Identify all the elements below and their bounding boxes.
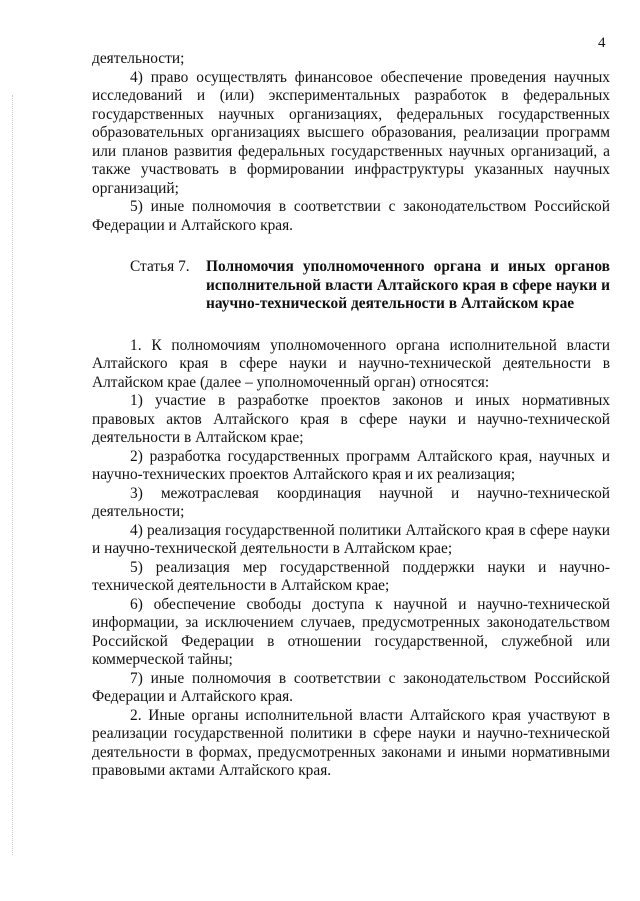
paragraph-1: 1) участие в разработке проектов законов и иных нормативных правовых актов Алтайского края в сфере науки и научно-технической деятельности в Алтайском крае; <box>92 392 610 446</box>
paragraph-top-1: 4) право осуществлять финансовое обеспечение проведения научных исследований и (или) экспериментальных разработок в федеральных государственных научных организациях, федеральных государственных образовательных организациях высшего образования, реализации программ или планов развития федеральных государственных научных организаций, а также участвовать в формировании инфраструктуры указанных научных организаций; <box>92 68 610 197</box>
paragraph-8: 2. Иные органы исполнительной власти Алтайского края участвуют в реализации государственной политики в сфере науки и научно-технической деятельности в формах, предусмотренных законами и иными нормативными правовыми актами Алтайского края. <box>92 706 610 779</box>
paragraph-6: 6) обеспечение свободы доступа к научной и научно-технической информации, за исключением случаев, предусмотренных законодательством Российской Федерации в отношении государственной, служебной или коммерческой тайны; <box>92 595 610 668</box>
scan-edge-marks <box>12 95 15 855</box>
document-body <box>92 50 610 781</box>
paragraph-top-0: деятельности; <box>92 50 185 67</box>
paragraph-top-2: 5) иные полномочия в соответствии с законодательством Российской Федерации и Алтайского края. <box>92 198 610 234</box>
paragraph-5: 5) реализация мер государственной поддержки науки и научно-технической деятельности в Алтайском крае; <box>92 558 610 594</box>
paragraph-2: 2) разработка государственных программ Алтайского края, научных и научно-технических проектов Алтайского края и их реализация; <box>92 447 610 483</box>
article-label: Статья 7. <box>130 258 190 275</box>
page-number: 4 <box>598 35 606 51</box>
paragraph-7: 7) иные полномочия в соответствии с законодательством Российской Федерации и Алтайского края. <box>92 669 610 705</box>
paragraph-3: 3) межотраслевая координация научной и научно-технической деятельности; <box>92 484 610 520</box>
article-heading <box>92 258 610 314</box>
paragraph-4: 4) реализация государственной политики Алтайского края в сфере науки и научно-технической деятельности в Алтайском крае; <box>92 521 610 557</box>
article-title: Полномочия уполномоченного органа и иных органов исполнительной власти Алтайского края в сфере науки и научно-технической деятельности в Алтайском крае <box>206 258 610 312</box>
paragraph-0: 1. К полномочиям уполномоченного органа исполнительной власти Алтайского края в сфере науки и научно-технической деятельности в Алтайском крае (далее – уполномоченный орган) относятся: <box>92 336 610 391</box>
